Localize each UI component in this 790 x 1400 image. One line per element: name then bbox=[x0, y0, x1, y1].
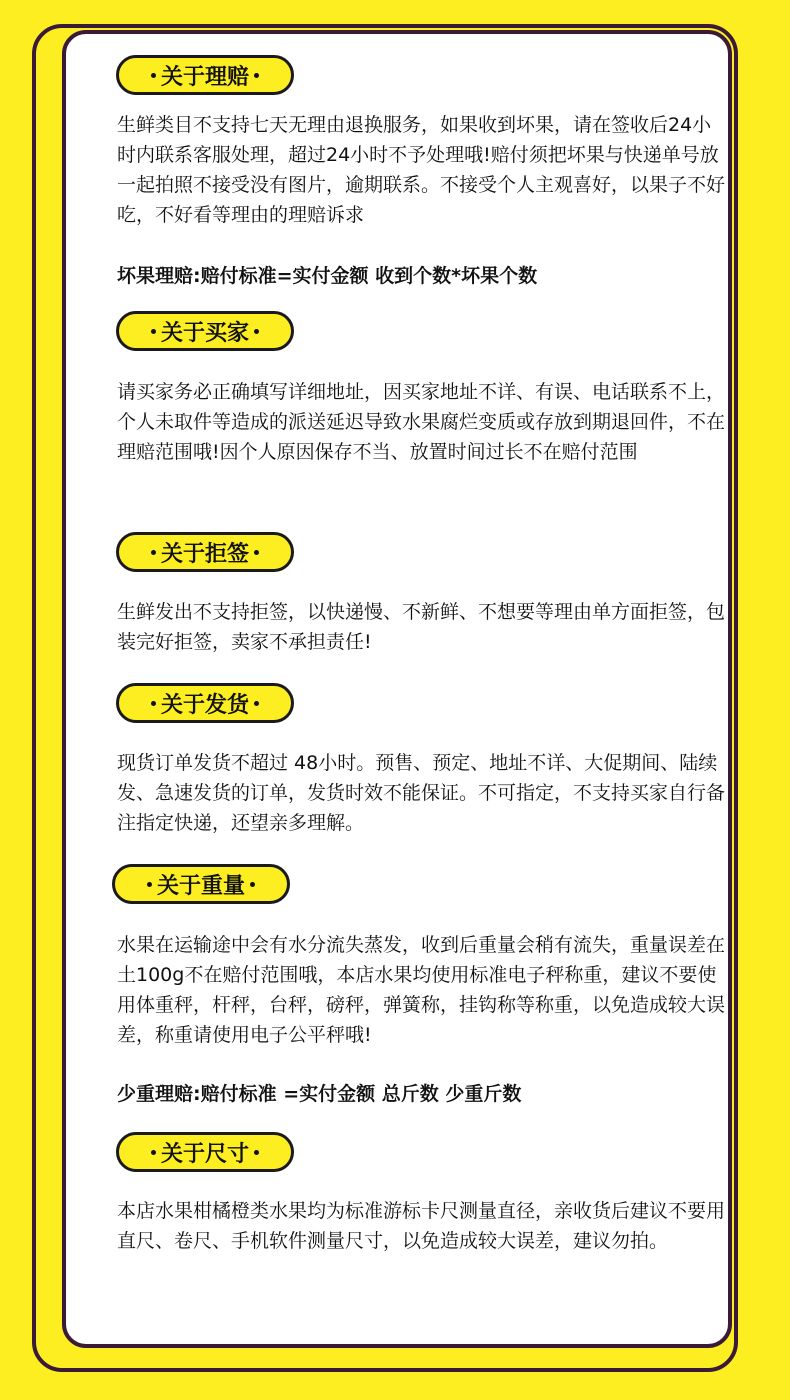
section-body: 生鲜类目不支持七天无理由退换服务，如果收到坏果，请在签收后24小时内联系客服处理，超过24小时不予处理哦!赔付须把坏果与快递单号放一起拍照不接受没有图片，逾期联系。不接受个人主观喜好，以果子不好吃，不好看等理由的理赔诉求 bbox=[117, 114, 726, 226]
dot-icon bbox=[254, 701, 259, 706]
dot-icon bbox=[151, 550, 156, 555]
dot-icon bbox=[151, 701, 156, 706]
section-body: 水果在运输途中会有水分流失蒸发，收到后重量会稍有流失，重量误差在土100g不在赔付范围哦，本店水果均使用标准电子秤称重，建议不要使用体重秤，杆秤，台秤，磅秤，弹簧称，挂钩称等称重，以免造成较大误差，称重请使用电子公平秤哦! bbox=[117, 934, 726, 1046]
dot-icon bbox=[254, 1150, 259, 1155]
dot-icon bbox=[151, 329, 156, 334]
section-title-text: 关于尺寸 bbox=[160, 1141, 249, 1167]
section-title-shipping bbox=[116, 683, 294, 723]
dot-icon bbox=[151, 73, 156, 78]
section-title-text: 关于买家 bbox=[160, 320, 249, 346]
dot-icon bbox=[254, 73, 259, 78]
section-title-text: 关于拒签 bbox=[160, 541, 249, 567]
section-title-text: 关于理赔 bbox=[160, 64, 249, 90]
section-body: 现货订单发货不超过 48小时。预售、预定、地址不详、大促期间、陆续发、急速发货的订单，发货时效不能保证。不可指定，不支持买家自行备注指定快递，还望亲多理解。 bbox=[117, 752, 726, 834]
section-title-text: 关于重量 bbox=[156, 873, 245, 899]
dot-icon bbox=[250, 882, 255, 887]
section-body: 本店水果柑橘橙类水果均为标准游标卡尺测量直径，亲收货后建议不要用直尺、卷尺、手机软件测量尺寸，以免造成较大误差，建议勿拍。 bbox=[117, 1200, 726, 1252]
dot-icon bbox=[147, 882, 152, 887]
section-note: 坏果理赔:赔付标准=实付金额 收到个数*坏果个数 bbox=[117, 265, 538, 287]
section-note: 少重理赔:赔付标准 =实付金额 总斤数 少重斤数 bbox=[117, 1083, 522, 1105]
section-title-buyer bbox=[116, 311, 294, 351]
section-body: 请买家务必正确填写详细地址，因买家地址不详、有误、电话联系不上，个人未取件等造成的派送延迟导致水果腐烂变质或存放到期退回件，不在理赔范围哦!因个人原因保存不当、放置时间过长不在赔付范围 bbox=[117, 381, 726, 463]
section-title-size bbox=[116, 1132, 294, 1172]
section-body: 生鲜发出不支持拒签，以快递慢、不新鲜、不想要等理由单方面拒签，包装完好拒签，卖家不承担责任! bbox=[117, 601, 726, 653]
dot-icon bbox=[254, 329, 259, 334]
dot-icon bbox=[151, 1150, 156, 1155]
section-title-refusal bbox=[116, 532, 294, 572]
dot-icon bbox=[254, 550, 259, 555]
section-title-claims bbox=[116, 55, 294, 95]
section-title-weight bbox=[112, 864, 290, 904]
section-title-text: 关于发货 bbox=[160, 692, 249, 718]
